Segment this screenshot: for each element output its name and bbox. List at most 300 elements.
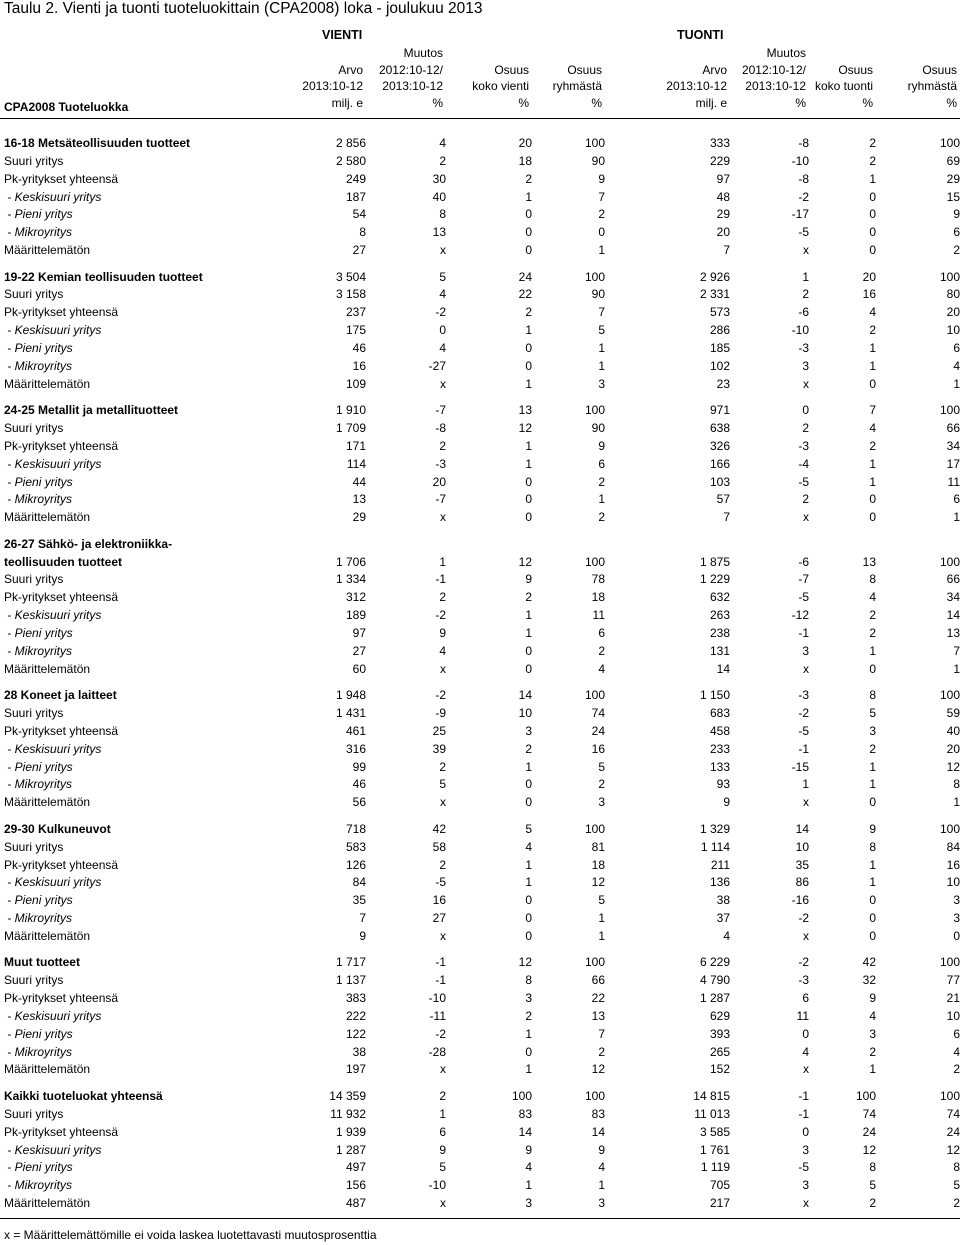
value-cell: 84 <box>946 839 960 854</box>
value-cell: 1 <box>802 269 809 284</box>
group-header-row <box>0 687 960 705</box>
value-cell: 9 <box>439 1142 446 1157</box>
value-cell: 6 <box>953 340 960 355</box>
value-cell: 1 <box>869 474 876 489</box>
value-cell: 12 <box>862 1142 876 1157</box>
value-cell: 1 <box>525 626 532 640</box>
value-cell: 1 <box>525 438 532 453</box>
value-cell: 122 <box>345 1026 366 1041</box>
table-row <box>0 643 960 661</box>
value-cell: 100 <box>939 955 960 970</box>
value-cell: 1 <box>869 875 876 890</box>
value-cell: 90 <box>591 153 605 168</box>
value-cell: 8 <box>525 973 532 988</box>
value-cell: 1 <box>953 661 960 676</box>
value-cell: 3 504 <box>335 269 366 284</box>
table-row <box>0 456 960 474</box>
row-label-text: Määrittelemätön <box>4 795 91 810</box>
group-header-row <box>0 269 960 287</box>
value-cell: x <box>440 510 446 525</box>
row-label <box>0 839 300 857</box>
value-cell: 458 <box>709 723 730 738</box>
value-cell: 9 <box>525 572 532 587</box>
value-cell: 20 <box>518 136 532 150</box>
value-cell: 114 <box>346 456 366 471</box>
value-cell: 3 <box>869 1026 876 1041</box>
value-cell: 9 <box>869 821 876 836</box>
value-cell: 11 932 <box>330 1106 366 1121</box>
value-cell: 9 <box>598 1142 605 1157</box>
row-label-text: Määrittelemätön <box>4 1196 91 1211</box>
value-cell: 683 <box>709 706 730 721</box>
value-cell: 13 <box>591 1008 605 1023</box>
value-cell: 2 <box>598 207 605 222</box>
value-cell: 100 <box>511 1089 532 1103</box>
value-cell: 0 <box>525 777 532 792</box>
row-label-text: Pieni yritys <box>14 626 73 640</box>
value-cell: 0 <box>525 340 532 355</box>
value-cell: x <box>440 928 446 943</box>
value-cell: 971 <box>709 403 730 418</box>
row-label <box>0 420 300 438</box>
value-cell: 16 <box>591 741 605 756</box>
value-cell: 0 <box>869 661 876 676</box>
value-cell: -5 <box>798 590 809 605</box>
row-label-text: Keskisuuri yritys <box>14 741 102 756</box>
row-label-text: Pieni yritys <box>14 340 73 355</box>
value-cell: 4 <box>439 643 446 658</box>
header-col-text: % <box>432 95 443 110</box>
value-cell: 1 <box>525 323 532 338</box>
value-cell: 9 <box>953 207 960 222</box>
spacer-row <box>0 527 960 536</box>
value-cell: -12 <box>791 608 809 623</box>
value-cell: 3 158 <box>335 287 366 302</box>
row-label-text: Pk-yritykset yhteensä <box>4 723 119 738</box>
value-cell: -3 <box>798 340 809 355</box>
value-cell: 9 <box>598 438 605 453</box>
value-cell: -1 <box>798 626 809 640</box>
value-cell: x <box>803 376 809 391</box>
table-row <box>0 571 960 589</box>
value-cell: 1 137 <box>335 973 366 988</box>
value-cell: 14 <box>946 608 960 623</box>
value-cell: 48 <box>716 189 730 204</box>
value-cell: 4 <box>869 1008 876 1023</box>
value-cell: 12 <box>946 759 960 774</box>
value-cell: 1 <box>598 340 605 355</box>
value-cell: 0 <box>802 1124 809 1139</box>
row-label: - Pieni yritys <box>4 759 73 774</box>
value-cell: 46 <box>352 777 366 792</box>
table-row <box>0 1061 960 1079</box>
row-label-text: Määrittelemätön <box>4 1062 91 1077</box>
table-row <box>0 224 960 242</box>
value-cell: -2 <box>798 706 809 721</box>
value-cell: 100 <box>939 688 960 703</box>
table-row <box>0 892 960 910</box>
value-cell: 233 <box>709 741 730 756</box>
value-cell: 18 <box>591 857 605 872</box>
value-cell: -9 <box>435 706 446 721</box>
value-cell: -2 <box>798 955 809 970</box>
value-cell: 109 <box>345 376 366 391</box>
value-cell: 211 <box>710 857 730 872</box>
row-label <box>0 794 300 812</box>
value-cell: 3 <box>802 1142 809 1157</box>
value-cell: -28 <box>428 1044 446 1059</box>
header-col-text: Arvo <box>338 62 363 77</box>
value-cell: -2 <box>798 911 809 926</box>
value-cell: 1 <box>869 777 876 792</box>
value-cell: 249 <box>345 171 366 186</box>
value-cell: 54 <box>352 207 366 222</box>
table-header <box>0 28 960 119</box>
value-cell: 8 <box>869 1160 876 1175</box>
value-cell: 1 910 <box>335 403 366 418</box>
value-cell: 326 <box>709 438 730 453</box>
value-cell: 10 <box>946 1008 960 1023</box>
value-cell: 3 <box>953 893 960 908</box>
value-cell: 5 <box>439 1160 446 1175</box>
value-cell: 97 <box>716 171 730 186</box>
value-cell: 6 <box>953 225 960 240</box>
value-cell: 0 <box>869 928 876 943</box>
value-cell: 2 <box>525 590 532 605</box>
group-title: 19-22 Kemian teollisuuden tuotteet <box>4 269 203 284</box>
value-cell: 20 <box>946 305 960 320</box>
group-title: 16-18 Metsäteollisuuden tuotteet <box>4 136 191 150</box>
table-row <box>0 206 960 224</box>
value-cell: 189 <box>345 608 366 623</box>
value-cell: 100 <box>584 269 605 284</box>
value-cell: 24 <box>946 1124 960 1139</box>
value-cell: -1 <box>798 741 809 756</box>
value-cell: 3 <box>802 1178 809 1193</box>
value-cell: 0 <box>869 795 876 810</box>
value-cell: 3 <box>953 911 960 926</box>
row-label: - Pieni yritys <box>4 626 73 640</box>
value-cell: 14 <box>518 688 532 703</box>
row-label-text: Mikroyritys <box>14 358 72 373</box>
table-row <box>0 1044 960 1062</box>
value-cell: 13 <box>862 554 876 569</box>
value-cell: 2 331 <box>699 287 730 302</box>
value-cell: 461 <box>345 723 366 738</box>
row-label-text: Suuri yritys <box>4 1106 64 1121</box>
value-cell: -6 <box>798 554 809 569</box>
value-cell: 8 <box>439 207 446 222</box>
value-cell: -5 <box>798 723 809 738</box>
value-cell: 197 <box>345 1062 366 1077</box>
header-col-text: koko vienti <box>472 79 529 93</box>
row-label: - Mikroyritys <box>4 777 72 792</box>
value-cell: 0 <box>869 510 876 525</box>
value-cell: 83 <box>518 1106 532 1121</box>
value-cell: 100 <box>584 1089 605 1103</box>
value-cell: 11 <box>592 608 605 623</box>
spacer-row <box>0 679 960 688</box>
value-cell: 2 <box>869 1196 876 1211</box>
table-row <box>0 928 960 946</box>
value-cell: 15 <box>946 189 960 204</box>
value-cell: 1 <box>598 1178 605 1193</box>
value-cell: 0 <box>525 474 532 489</box>
value-cell: 11 <box>947 474 960 489</box>
value-cell: 13 <box>432 225 446 240</box>
header-col-text: milj. e <box>331 95 363 110</box>
value-cell: 14 359 <box>329 1089 366 1103</box>
value-cell: 5 <box>953 1178 960 1193</box>
value-cell: 217 <box>709 1196 730 1211</box>
value-cell: 0 <box>953 928 960 943</box>
header-col-text: koko tuonti <box>814 79 873 93</box>
table-row <box>0 474 960 492</box>
value-cell: -1 <box>435 572 446 587</box>
value-cell: 90 <box>591 421 605 436</box>
row-label: - Mikroyritys <box>4 643 72 658</box>
value-cell: 171 <box>345 438 366 453</box>
value-cell: 100 <box>939 1089 960 1103</box>
row-label-text: Keskisuuri yritys <box>14 1008 102 1023</box>
value-cell: -15 <box>791 759 809 774</box>
row-label <box>0 153 300 171</box>
value-cell: 3 <box>598 376 605 391</box>
row-label <box>0 661 300 679</box>
value-cell: 2 <box>439 438 446 453</box>
value-cell: 9 <box>525 1142 532 1157</box>
value-cell: 44 <box>352 474 366 489</box>
value-cell: 2 <box>953 1196 960 1211</box>
table-row <box>0 723 960 741</box>
spacer-row <box>0 394 960 403</box>
value-cell: 35 <box>795 857 809 872</box>
value-cell: -1 <box>798 1089 809 1103</box>
value-cell: 3 <box>598 795 605 810</box>
row-label: - Pieni yritys <box>4 1160 73 1175</box>
value-cell: 263 <box>709 608 730 623</box>
table-row <box>0 607 960 625</box>
value-cell: 583 <box>345 839 366 854</box>
value-cell: 0 <box>525 661 532 676</box>
table-row <box>0 759 960 777</box>
row-label-text: Pk-yritykset yhteensä <box>4 171 119 186</box>
value-cell: 1 939 <box>335 1124 366 1139</box>
value-cell: 4 790 <box>699 973 730 988</box>
value-cell: 2 856 <box>335 136 366 150</box>
value-cell: 99 <box>352 759 366 774</box>
value-cell: 32 <box>862 973 876 988</box>
value-cell: 74 <box>591 706 605 721</box>
value-cell: 16 <box>432 893 446 908</box>
value-cell: 22 <box>591 991 605 1006</box>
value-cell: 1 <box>598 358 605 373</box>
value-cell: -4 <box>798 456 809 471</box>
row-label <box>0 376 300 394</box>
value-cell: 4 <box>439 136 446 150</box>
value-cell: 1 <box>525 608 532 623</box>
table-row <box>0 1026 960 1044</box>
row-label-text: Mikroyritys <box>14 225 72 240</box>
value-cell: 0 <box>525 1044 532 1059</box>
value-cell: 3 <box>525 1196 532 1211</box>
table-row <box>0 776 960 794</box>
row-label <box>0 723 300 741</box>
table-row <box>0 509 960 527</box>
value-cell: 5 <box>869 706 876 721</box>
row-label-text: Suuri yritys <box>4 839 64 854</box>
value-cell: -8 <box>798 171 809 186</box>
row-label <box>0 972 300 990</box>
header-col-text: Osuus <box>494 62 529 77</box>
value-cell: 100 <box>584 955 605 970</box>
value-cell: 14 815 <box>693 1089 730 1103</box>
group-title: teollisuuden tuotteet <box>4 554 122 569</box>
value-cell: 5 <box>598 323 605 338</box>
value-cell: 22 <box>518 287 532 302</box>
value-cell: 0 <box>525 911 532 926</box>
value-cell: 0 <box>802 1026 809 1041</box>
row-label <box>0 990 300 1008</box>
row-label <box>0 438 300 456</box>
value-cell: 2 <box>525 171 532 186</box>
header-col-6 <box>742 43 806 111</box>
value-cell: 3 <box>802 358 809 373</box>
value-cell: 100 <box>855 1089 876 1103</box>
spacer-row <box>0 1079 960 1088</box>
value-cell: 7 <box>598 189 605 204</box>
table-row <box>0 491 960 509</box>
value-cell: 1 <box>525 875 532 890</box>
table-row <box>0 304 960 322</box>
value-cell: 37 <box>716 911 730 926</box>
value-cell: 6 <box>802 991 809 1006</box>
value-cell: 10 <box>946 875 960 890</box>
table-row <box>0 1106 960 1124</box>
value-cell: 100 <box>584 403 605 418</box>
value-cell: -3 <box>798 973 809 988</box>
value-cell: -27 <box>428 358 446 373</box>
value-cell: 0 <box>525 358 532 373</box>
value-cell: 2 <box>953 1062 960 1077</box>
value-cell: 0 <box>869 893 876 908</box>
value-cell: 4 <box>953 1044 960 1059</box>
value-cell: 90 <box>591 287 605 302</box>
row-label <box>0 821 300 839</box>
value-cell: 24 <box>862 1124 876 1139</box>
table-row <box>0 839 960 857</box>
value-cell: 136 <box>709 875 730 890</box>
value-cell: 0 <box>869 911 876 926</box>
row-label: - Pieni yritys <box>4 474 73 489</box>
value-cell: 0 <box>869 376 876 391</box>
header-col-text: % <box>518 95 529 110</box>
value-cell: 100 <box>584 136 605 150</box>
header-col-text: milj. e <box>695 95 727 110</box>
value-cell: 66 <box>946 572 960 587</box>
value-cell: 102 <box>709 358 730 373</box>
value-cell: 2 <box>439 857 446 872</box>
value-cell: 4 <box>723 928 730 943</box>
spacer-row <box>0 260 960 269</box>
table-row <box>0 376 960 394</box>
value-cell: 2 <box>525 305 532 320</box>
row-label: - Keskisuuri yritys <box>4 323 102 338</box>
row-label <box>0 286 300 304</box>
value-cell: 2 <box>802 287 809 302</box>
value-cell: 3 <box>525 723 532 738</box>
header-col-text: Muutos <box>766 46 806 60</box>
row-label-text: Pk-yritykset yhteensä <box>4 991 119 1006</box>
row-label <box>0 536 300 572</box>
value-cell: -6 <box>798 305 809 320</box>
row-label <box>0 242 300 260</box>
value-cell: 5 <box>598 759 605 774</box>
table-row <box>0 322 960 340</box>
value-cell: 93 <box>716 777 730 792</box>
table-title: Taulu 2. Vienti ja tuonti tuoteluokittain (CPA2008) loka - joulukuu 2013 <box>4 0 483 17</box>
value-cell: 1 <box>869 643 876 658</box>
value-cell: -3 <box>798 688 809 703</box>
value-cell: 185 <box>709 340 730 355</box>
header-col-text: % <box>946 95 957 110</box>
header-col-text: Osuus <box>922 62 957 77</box>
value-cell: 2 <box>869 1044 876 1059</box>
row-label: - Mikroyritys <box>4 492 72 507</box>
value-cell: x <box>803 1196 809 1211</box>
value-cell: 8 <box>953 1160 960 1175</box>
value-cell: 74 <box>946 1106 960 1121</box>
value-cell: 2 <box>802 421 809 436</box>
value-cell: 42 <box>862 955 876 970</box>
value-cell: 1 709 <box>335 421 366 436</box>
value-cell: 237 <box>345 305 366 320</box>
value-cell: -5 <box>798 225 809 240</box>
value-cell: 7 <box>359 911 366 926</box>
value-cell: 4 <box>802 1044 809 1059</box>
row-label-text: Suuri yritys <box>4 706 64 721</box>
row-label-text: Keskisuuri yritys <box>14 608 102 623</box>
value-cell: 27 <box>432 911 446 926</box>
header-col-text: 2012:10-12/ <box>378 62 443 77</box>
value-cell: 20 <box>862 269 876 284</box>
value-cell: -16 <box>791 893 809 908</box>
value-cell: 58 <box>432 839 446 854</box>
value-cell: 4 <box>439 340 446 355</box>
value-cell: 2 580 <box>335 153 366 168</box>
row-label: - Keskisuuri yritys <box>4 456 102 471</box>
value-cell: 0 <box>869 492 876 507</box>
row-label: - Mikroyritys <box>4 225 72 240</box>
value-cell: 30 <box>432 171 446 186</box>
row-label: - Pieni yritys <box>4 1026 73 1041</box>
value-cell: x <box>803 243 809 258</box>
value-cell: 1 875 <box>699 554 730 569</box>
value-cell: 1 287 <box>335 1142 366 1157</box>
value-cell: 8 <box>869 688 876 703</box>
value-cell: -7 <box>435 492 446 507</box>
value-cell: 1 706 <box>335 554 366 569</box>
header-col-text: Muutos <box>403 46 443 60</box>
value-cell: 5 <box>439 269 446 284</box>
value-cell: 2 <box>802 492 809 507</box>
value-cell: -10 <box>428 1178 446 1193</box>
value-cell: 86 <box>795 875 809 890</box>
table-row <box>0 242 960 260</box>
value-cell: -17 <box>791 207 809 222</box>
value-cell: 27 <box>352 643 366 658</box>
value-cell: 2 <box>439 759 446 774</box>
